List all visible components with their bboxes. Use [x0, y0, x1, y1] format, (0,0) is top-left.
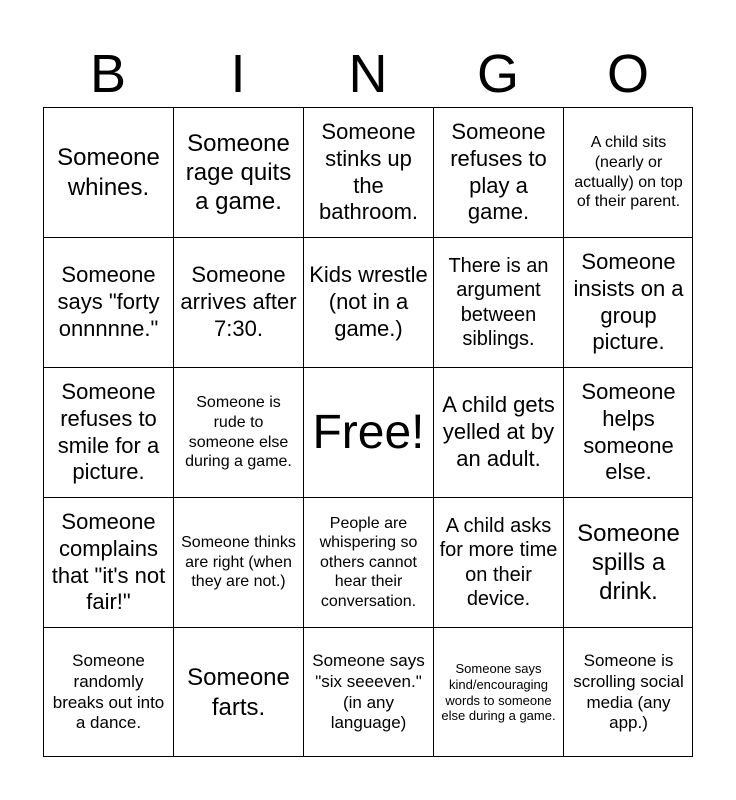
header-letter-n: N: [348, 44, 388, 104]
header-letter-i: I: [230, 44, 246, 104]
bingo-cell[interactable]: Someone thinks are right (when they are not.): [173, 497, 303, 627]
bingo-board: [43, 107, 693, 757]
bingo-cell[interactable]: People are whispering so others cannot hear their conversation.: [303, 497, 433, 627]
header-letter-o: O: [606, 44, 649, 104]
bingo-cell[interactable]: Someone says "forty onnnnne.": [43, 237, 173, 367]
header-letter-b: B: [89, 44, 127, 104]
bingo-cell[interactable]: Someone says kind/encouraging words to someone else during a game.: [433, 627, 563, 757]
bingo-header: [43, 40, 693, 108]
free-space[interactable]: Free!: [303, 367, 433, 497]
bingo-cell[interactable]: Someone arrives after 7:30.: [173, 237, 303, 367]
bingo-cell[interactable]: Someone says "six seeeven." (in any language): [303, 627, 433, 757]
bingo-cell[interactable]: Someone whines.: [43, 107, 173, 237]
bingo-cell[interactable]: Someone refuses to play a game.: [433, 107, 563, 237]
bingo-cell[interactable]: A child asks for more time on their device.: [433, 497, 563, 627]
bingo-cell[interactable]: Someone insists on a group picture.: [563, 237, 693, 367]
bingo-cell[interactable]: Someone helps someone else.: [563, 367, 693, 497]
bingo-cell[interactable]: Someone stinks up the bathroom.: [303, 107, 433, 237]
bingo-cell[interactable]: Someone refuses to smile for a picture.: [43, 367, 173, 497]
bingo-cell[interactable]: A child gets yelled at by an adult.: [433, 367, 563, 497]
header-letter-g: G: [476, 44, 519, 104]
bingo-cell[interactable]: Someone randomly breaks out into a dance.: [43, 627, 173, 757]
bingo-cell[interactable]: Kids wrestle (not in a game.): [303, 237, 433, 367]
bingo-cell[interactable]: There is an argument between siblings.: [433, 237, 563, 367]
bingo-cell[interactable]: Someone complains that "it's not fair!": [43, 497, 173, 627]
bingo-cell[interactable]: A child sits (nearly or actually) on top of their parent.: [563, 107, 693, 237]
bingo-cell[interactable]: Someone farts.: [173, 627, 303, 757]
bingo-cell[interactable]: Someone is scrolling social media (any app.): [563, 627, 693, 757]
bingo-cell[interactable]: Someone spills a drink.: [563, 497, 693, 627]
bingo-cell[interactable]: Someone is rude to someone else during a game.: [173, 367, 303, 497]
bingo-cell[interactable]: Someone rage quits a game.: [173, 107, 303, 237]
